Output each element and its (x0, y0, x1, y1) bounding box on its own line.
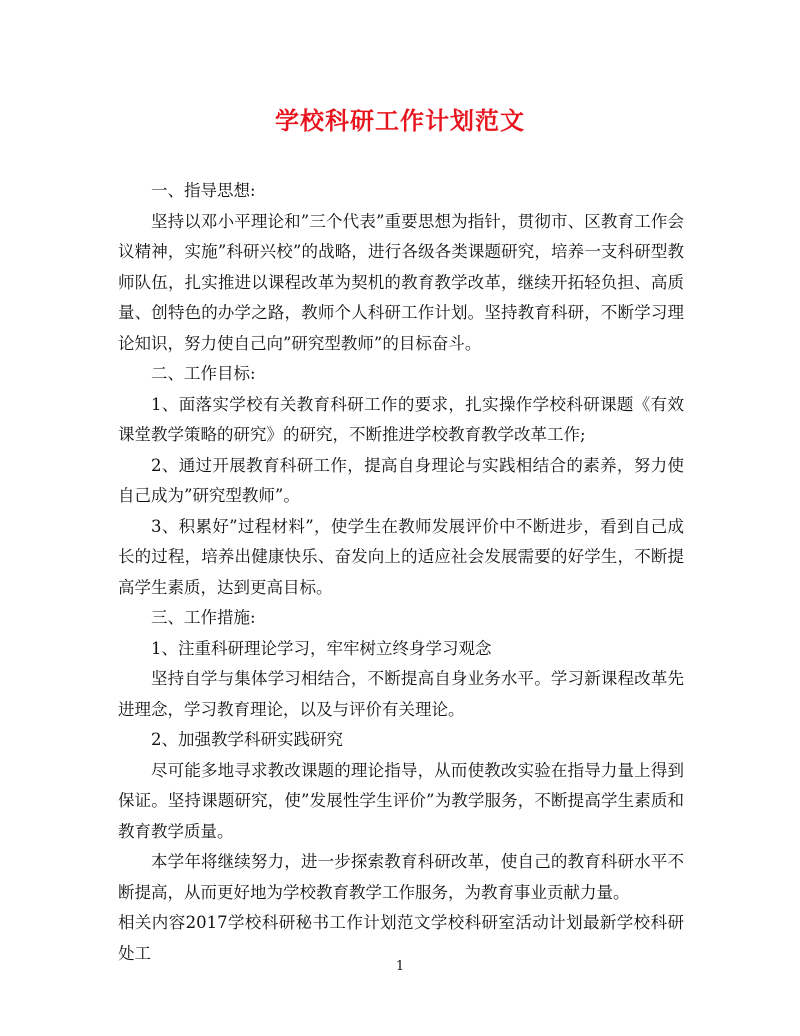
paragraph-measure-2: 尽可能多地寻求教改课题的理论指导，从而使教改实验在指导力量上得到保证。坚持课题研究，使”发展性学生评价”为教学服务，不断提高学生素质和教育教学质量。 (118, 760, 684, 841)
paragraph-measure-1: 坚持自学与集体学习相结合，不断提高自身业务水平。学习新课程改革先进理念，学习教育理论，以及与评价有关理论。 (118, 669, 684, 719)
document-body (118, 176, 684, 969)
paragraph-goal-3: 3、积累好”过程材料”，使学生在教师发展评价中不断进步，看到自己成长的过程，培养出健康快乐、奋发向上的适应社会发展需要的好学生，不断提高学生素质，达到更高目标。 (118, 516, 684, 597)
section-heading-work-goals: 二、工作目标: (151, 364, 256, 383)
paragraph-guiding-ideology: 坚持以邓小平理论和”三个代表”重要思想为指针，贯彻市、区教育工作会议精神，实施”科研兴校”的战略，进行各级各类课题研究，培养一支科研型教师队伍，扎实推进以课程改革为契机的教育教学改革，继续开拓轻负担、高质量、创特色的办学之路，教师个人科研工作计划。坚持教育科研，不断学习理论知识，努力使自己向”研究型教师”的目标奋斗。 (118, 211, 684, 353)
paragraph-goal-2: 2、通过开展教育科研工作，提高自身理论与实践相结合的素养，努力使自己成为”研究型教师”。 (118, 455, 684, 505)
subheading-measure-2: 2、加强教学科研实践研究 (151, 730, 343, 749)
document-title: 学校科研工作计划范文 (275, 106, 525, 135)
paragraph-conclusion: 本学年将继续努力，进一步探索教育科研改革，使自己的教育科研水平不断提高，从而更好地为学校教育教学工作服务，为教育事业贡献力量。 (118, 852, 684, 902)
paragraph-goal-1: 1、面落实学校有关教育科研工作的要求，扎实操作学校科研课题《有效课堂教学策略的研究》的研究，不断推进学校教育教学改革工作; (118, 394, 684, 444)
related-content-line: 相关内容2017学校科研秘书工作计划范文学校科研室活动计划最新学校科研处工 (118, 913, 684, 963)
section-heading-work-measures: 三、工作措施: (151, 608, 256, 627)
subheading-measure-1: 1、注重科研理论学习，牢牢树立终身学习观念 (151, 638, 492, 658)
page-number: 1 (395, 959, 405, 974)
section-heading-guiding-ideology: 一、指导思想: (151, 181, 256, 200)
